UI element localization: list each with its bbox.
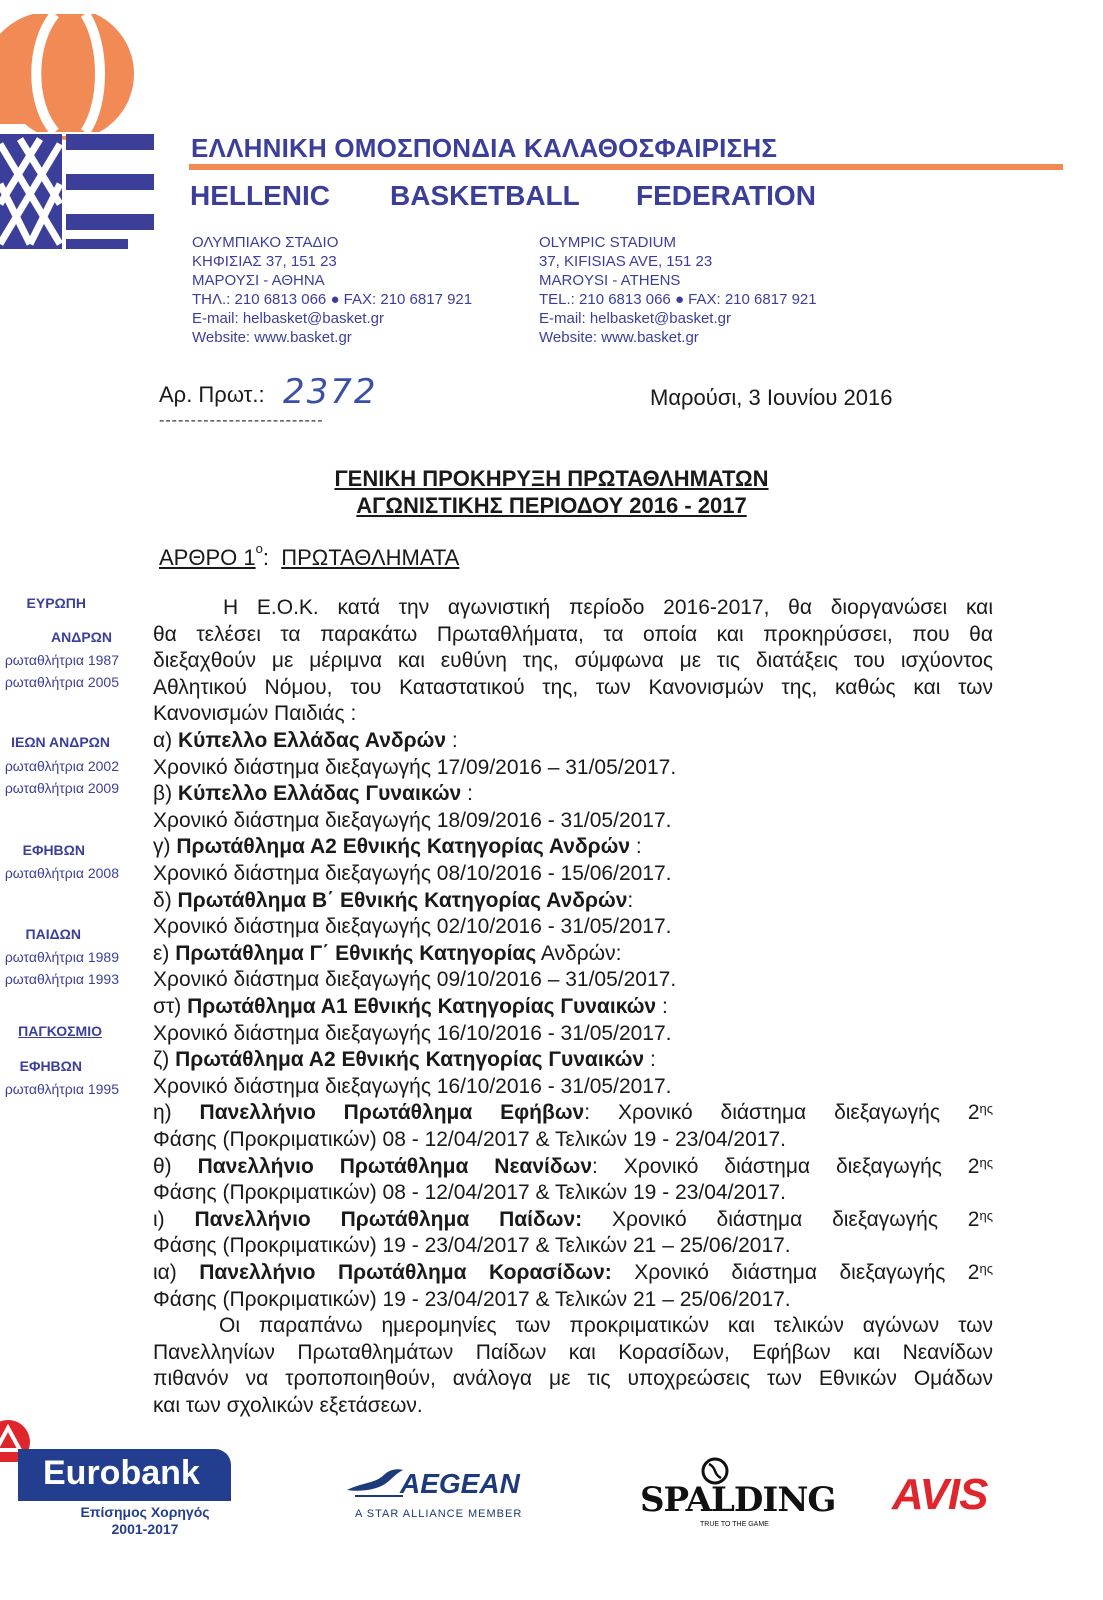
ordinal-sup: ης — [979, 1155, 993, 1170]
item-name: Πανελλήνιο Πρωτάθλημα Νεανίδων — [197, 1155, 593, 1178]
address-website[interactable]: Website: www.basket.gr — [192, 329, 352, 346]
article-colon: : — [262, 545, 269, 570]
document-title-line1: ΓΕΝΙΚΗ ΠΡΟΚΗΡΥΞΗ ΠΡΩΤΑΘΛΗΜΑΤΩΝ — [334, 466, 769, 491]
final-item — [153, 1206, 993, 1233]
sidebar-entry: ρωταθλήτρια 1993 — [4, 971, 119, 987]
item-suffix: Χρονικό διάστημα διεξαγωγής 2 — [611, 1261, 980, 1284]
item-suffix: : — [656, 995, 668, 1018]
item-prefix: ζ) — [153, 1048, 176, 1071]
item-suffix: : — [630, 835, 642, 858]
item-suffix: : Χρονικό διάστημα διεξαγωγής 2 — [592, 1155, 980, 1178]
item-name: Πρωτάθλημα Α2 Εθνικής Κατηγορίας Γυναικών — [175, 1048, 645, 1071]
item-suffix: : — [446, 729, 458, 752]
sidebar-entry: ΑΝΔΡΩΝ — [51, 629, 112, 645]
item-prefix: ε) — [153, 942, 176, 965]
item-name: Πανελλήνιο Πρωτάθλημα Εφήβων — [199, 1101, 585, 1124]
address-line: ΤΗΛ.: 210 6813 066 ● FAX: 210 6817 921 — [192, 291, 473, 308]
item-suffix: Χρονικό διάστημα διεξαγωγής 2 — [582, 1208, 980, 1231]
address-website[interactable]: Website: www.basket.gr — [539, 329, 699, 346]
address-line: ΜΑΡΟΥΣΙ - ΑΘΗΝΑ — [192, 272, 325, 289]
final-item — [153, 1099, 993, 1126]
item-prefix: ι) — [153, 1208, 195, 1231]
item-suffix: : — [461, 782, 473, 805]
item-name: Πρωτάθλημα Β΄ Εθνικής Κατηγορίας Ανδρών — [177, 889, 628, 912]
document-title-line2: ΑΓΩΝΙΣΤΙΚΗΣ ΠΕΡΙΟΔΟΥ 2016 - 2017 — [356, 493, 747, 518]
intro-line: διεξαχθούν με μέριμνα και ευθύνη της, σύμφωνα με τις διατάξεις του ισχύοντος — [153, 649, 993, 672]
header-rule — [189, 164, 1063, 170]
article-sup: ο — [255, 541, 263, 556]
federation-name-greek: ΕΛΛΗΝΙΚΗ ΟΜΟΣΠΟΝΔΙΑ ΚΑΛΑΘΟΣΦΑΙΡΙΣΗΣ — [191, 133, 778, 163]
item-name: Κύπελλο Ελλάδας Γυναικών — [177, 782, 462, 805]
closing-line: Πανελληνίων Πρωταθλημάτων Παίδων και Κορασίδων, Εφήβων και Νεανίδων — [153, 1341, 993, 1364]
item-prefix: ια) — [153, 1261, 200, 1284]
item-name: Πρωτάθλημα Γ΄ Εθνικής Κατηγορίας — [175, 942, 537, 965]
item-suffix: : — [627, 889, 634, 912]
federation-name-en-2: BASKETBALL — [390, 180, 580, 211]
document-date: Μαρούσι, 3 Ιουνίου 2016 — [650, 385, 893, 410]
article-heading — [159, 541, 460, 571]
spalding-tagline: TRUE TO THE GAME — [700, 1521, 769, 1528]
sidebar-entry: ρωταθλήτρια 2002 — [4, 758, 119, 774]
item-prefix: στ) — [153, 995, 188, 1018]
item-name: Πρωτάθλημα Α2 Εθνικής Κατηγορίας Ανδρών — [176, 835, 631, 858]
sidebar-entry: ΙΕΩΝ ΑΝΔΡΩΝ — [11, 734, 110, 750]
sidebar-entry: ρωταθλήτρια 1989 — [4, 949, 119, 965]
address-line: 37, KIFISIAS AVE, 151 23 — [539, 253, 713, 270]
item-prefix: δ) — [153, 889, 178, 912]
intro-line: Κανονισμών Παιδιάς : — [153, 702, 357, 725]
federation-logo — [0, 14, 160, 254]
document-body — [153, 594, 993, 1444]
address-email[interactable]: E-mail: helbasket@basket.gr — [192, 310, 384, 327]
championship-period: Χρονικό διάστημα διεξαγωγής 02/10/2016 - 31/05/2017. — [153, 915, 672, 938]
item-name: Πανελλήνιο Πρωτάθλημα Παίδων: — [194, 1208, 583, 1231]
championship-period: Χρονικό διάστημα διεξαγωγής 16/10/2016 - 31/05/2017. — [153, 1022, 672, 1045]
closing-line: και των σχολικών εξετάσεων. — [153, 1394, 423, 1417]
item-prefix: θ) — [153, 1155, 198, 1178]
final-period: Φάσης (Προκριματικών) 19 - 23/04/2017 & Τελικών 21 – 25/06/2017. — [153, 1288, 791, 1311]
sidebar-entry: ΕΥΡΩΠΗ — [26, 595, 86, 611]
item-suffix: : Χρονικό διάστημα διεξαγωγής 2 — [584, 1101, 980, 1124]
championship-item — [153, 940, 993, 967]
final-period: Φάσης (Προκριματικών) 19 - 23/04/2017 & Τελικών 21 – 25/06/2017. — [153, 1234, 791, 1257]
championship-item — [153, 887, 993, 914]
item-name: Κύπελλο Ελλάδας Ανδρών — [177, 729, 447, 752]
eurobank-logo: Eurobank — [43, 1454, 200, 1492]
avis-logo: AVIS — [892, 1470, 988, 1519]
address-line: TEL.: 210 6813 066 ● FAX: 210 6817 921 — [539, 291, 817, 308]
championship-period: Χρονικό διάστημα διεξαγωγής 18/09/2016 - 31/05/2017. — [153, 809, 672, 832]
federation-name-en-1: HELLENIC — [190, 180, 330, 211]
article-label: ΑΡΘΡΟ 1 — [159, 545, 256, 570]
sidebar-entry: ρωταθλήτρια 1987 — [4, 652, 119, 668]
aegean-logo: AEGEAN — [400, 1468, 520, 1499]
item-name: Πρωτάθλημα Α1 Εθνικής Κατηγορίας Γυναικών — [187, 995, 657, 1018]
article-name: ΠΡΩΤΑΘΛΗΜΑΤΑ — [281, 545, 460, 570]
closing-line: Οι παραπάνω ημερομηνίες των προκριματικών και τελικών αγώνων των — [219, 1314, 993, 1337]
protocol-dashes: -------------------------- — [159, 412, 324, 429]
final-item — [153, 1153, 993, 1180]
address-line: OLYMPIC STADIUM — [539, 234, 676, 251]
aegean-bird-icon — [345, 1462, 405, 1502]
address-greek — [192, 233, 472, 347]
championship-period: Χρονικό διάστημα διεξαγωγής 09/10/2016 – 31/05/2017. — [153, 968, 677, 991]
championship-item — [153, 993, 993, 1020]
sidebar-entry: ΕΦΗΒΩΝ — [19, 1058, 82, 1074]
championship-item — [153, 727, 993, 754]
ordinal-sup: ης — [979, 1208, 993, 1223]
address-line: ΚΗΦΙΣΙΑΣ 37, 151 23 — [192, 253, 337, 270]
eurobank-sponsor-label: Επίσημος Χορηγός — [80, 1504, 210, 1520]
item-prefix: γ) — [153, 835, 177, 858]
address-line: ΟΛΥΜΠΙΑΚΟ ΣΤΑΔΙΟ — [192, 234, 339, 251]
item-suffix: : — [644, 1048, 656, 1071]
final-item — [153, 1259, 993, 1286]
protocol-number: 2372 — [283, 372, 378, 412]
sidebar-entry: ρωταθλήτρια 2008 — [4, 865, 119, 881]
item-prefix: η) — [153, 1101, 200, 1124]
item-prefix: α) — [153, 729, 178, 752]
eurobank-caption — [65, 1504, 225, 1538]
ordinal-sup: ης — [979, 1101, 994, 1116]
item-prefix: β) — [153, 782, 178, 805]
championship-item — [153, 1046, 993, 1073]
sidebar-entry: ρωταθλήτρια 2009 — [4, 780, 119, 796]
final-period: Φάσης (Προκριματικών) 08 - 12/04/2017 & Τελικών 19 - 23/04/2017. — [153, 1181, 786, 1204]
championship-period: Χρονικό διάστημα διεξαγωγής 16/10/2016 - 31/05/2017. — [153, 1075, 672, 1098]
federation-name-en-3: FEDERATION — [636, 180, 816, 211]
address-line: MAROYSI - ATHENS — [539, 272, 681, 289]
intro-line: Αθλητικού Νόμου, του Καταστατικού της, των Κανονισμών της, καθώς και των — [153, 676, 993, 699]
item-name: Πανελλήνιο Πρωτάθλημα Κορασίδων: — [199, 1261, 612, 1284]
championship-period: Χρονικό διάστημα διεξαγωγής 08/10/2016 - 15/06/2017. — [153, 862, 672, 885]
eurobank-sponsor-years: 2001-2017 — [111, 1521, 179, 1537]
spalding-logo: SPALDING — [640, 1480, 836, 1520]
sidebar-entry: ΠΑΓΚΟΣΜΙΟ — [18, 1023, 102, 1039]
championship-period: Χρονικό διάστημα διεξαγωγής 17/09/2016 – 31/05/2017. — [153, 756, 677, 779]
item-suffix: Ανδρών: — [536, 942, 622, 965]
sidebar-entry: ΠΑΙΔΩΝ — [25, 926, 81, 942]
address-email[interactable]: E-mail: helbasket@basket.gr — [539, 310, 731, 327]
championship-item — [153, 780, 993, 807]
protocol-label: Αρ. Πρωτ.: — [159, 382, 265, 407]
final-period: Φάσης (Προκριματικών) 08 - 12/04/2017 & Τελικών 19 - 23/04/2017. — [153, 1128, 786, 1151]
sidebar-entry: ΕΦΗΒΩΝ — [22, 842, 85, 858]
championship-item — [153, 833, 993, 860]
sidebar-entry: ρωταθλήτρια 2005 — [4, 674, 119, 690]
sidebar-entry: ρωταθλήτρια 1995 — [4, 1081, 119, 1097]
address-english — [539, 233, 817, 347]
ordinal-sup: ης — [979, 1261, 993, 1276]
intro-line: Η Ε.Ο.Κ. κατά την αγωνιστική περίοδο 2016-2017, θα διοργανώσει και — [223, 596, 993, 619]
intro-line: θα τελέσει τα παρακάτω Πρωταθλήματα, τα οποία και προκηρύσσει, που θα — [153, 623, 993, 646]
closing-line: πιθανόν να τροποποιηθούν, ανάλογα με τις υποχρεώσεις των Εθνικών Ομάδων — [153, 1367, 993, 1390]
aegean-tagline: A STAR ALLIANCE MEMBER — [355, 1508, 523, 1520]
